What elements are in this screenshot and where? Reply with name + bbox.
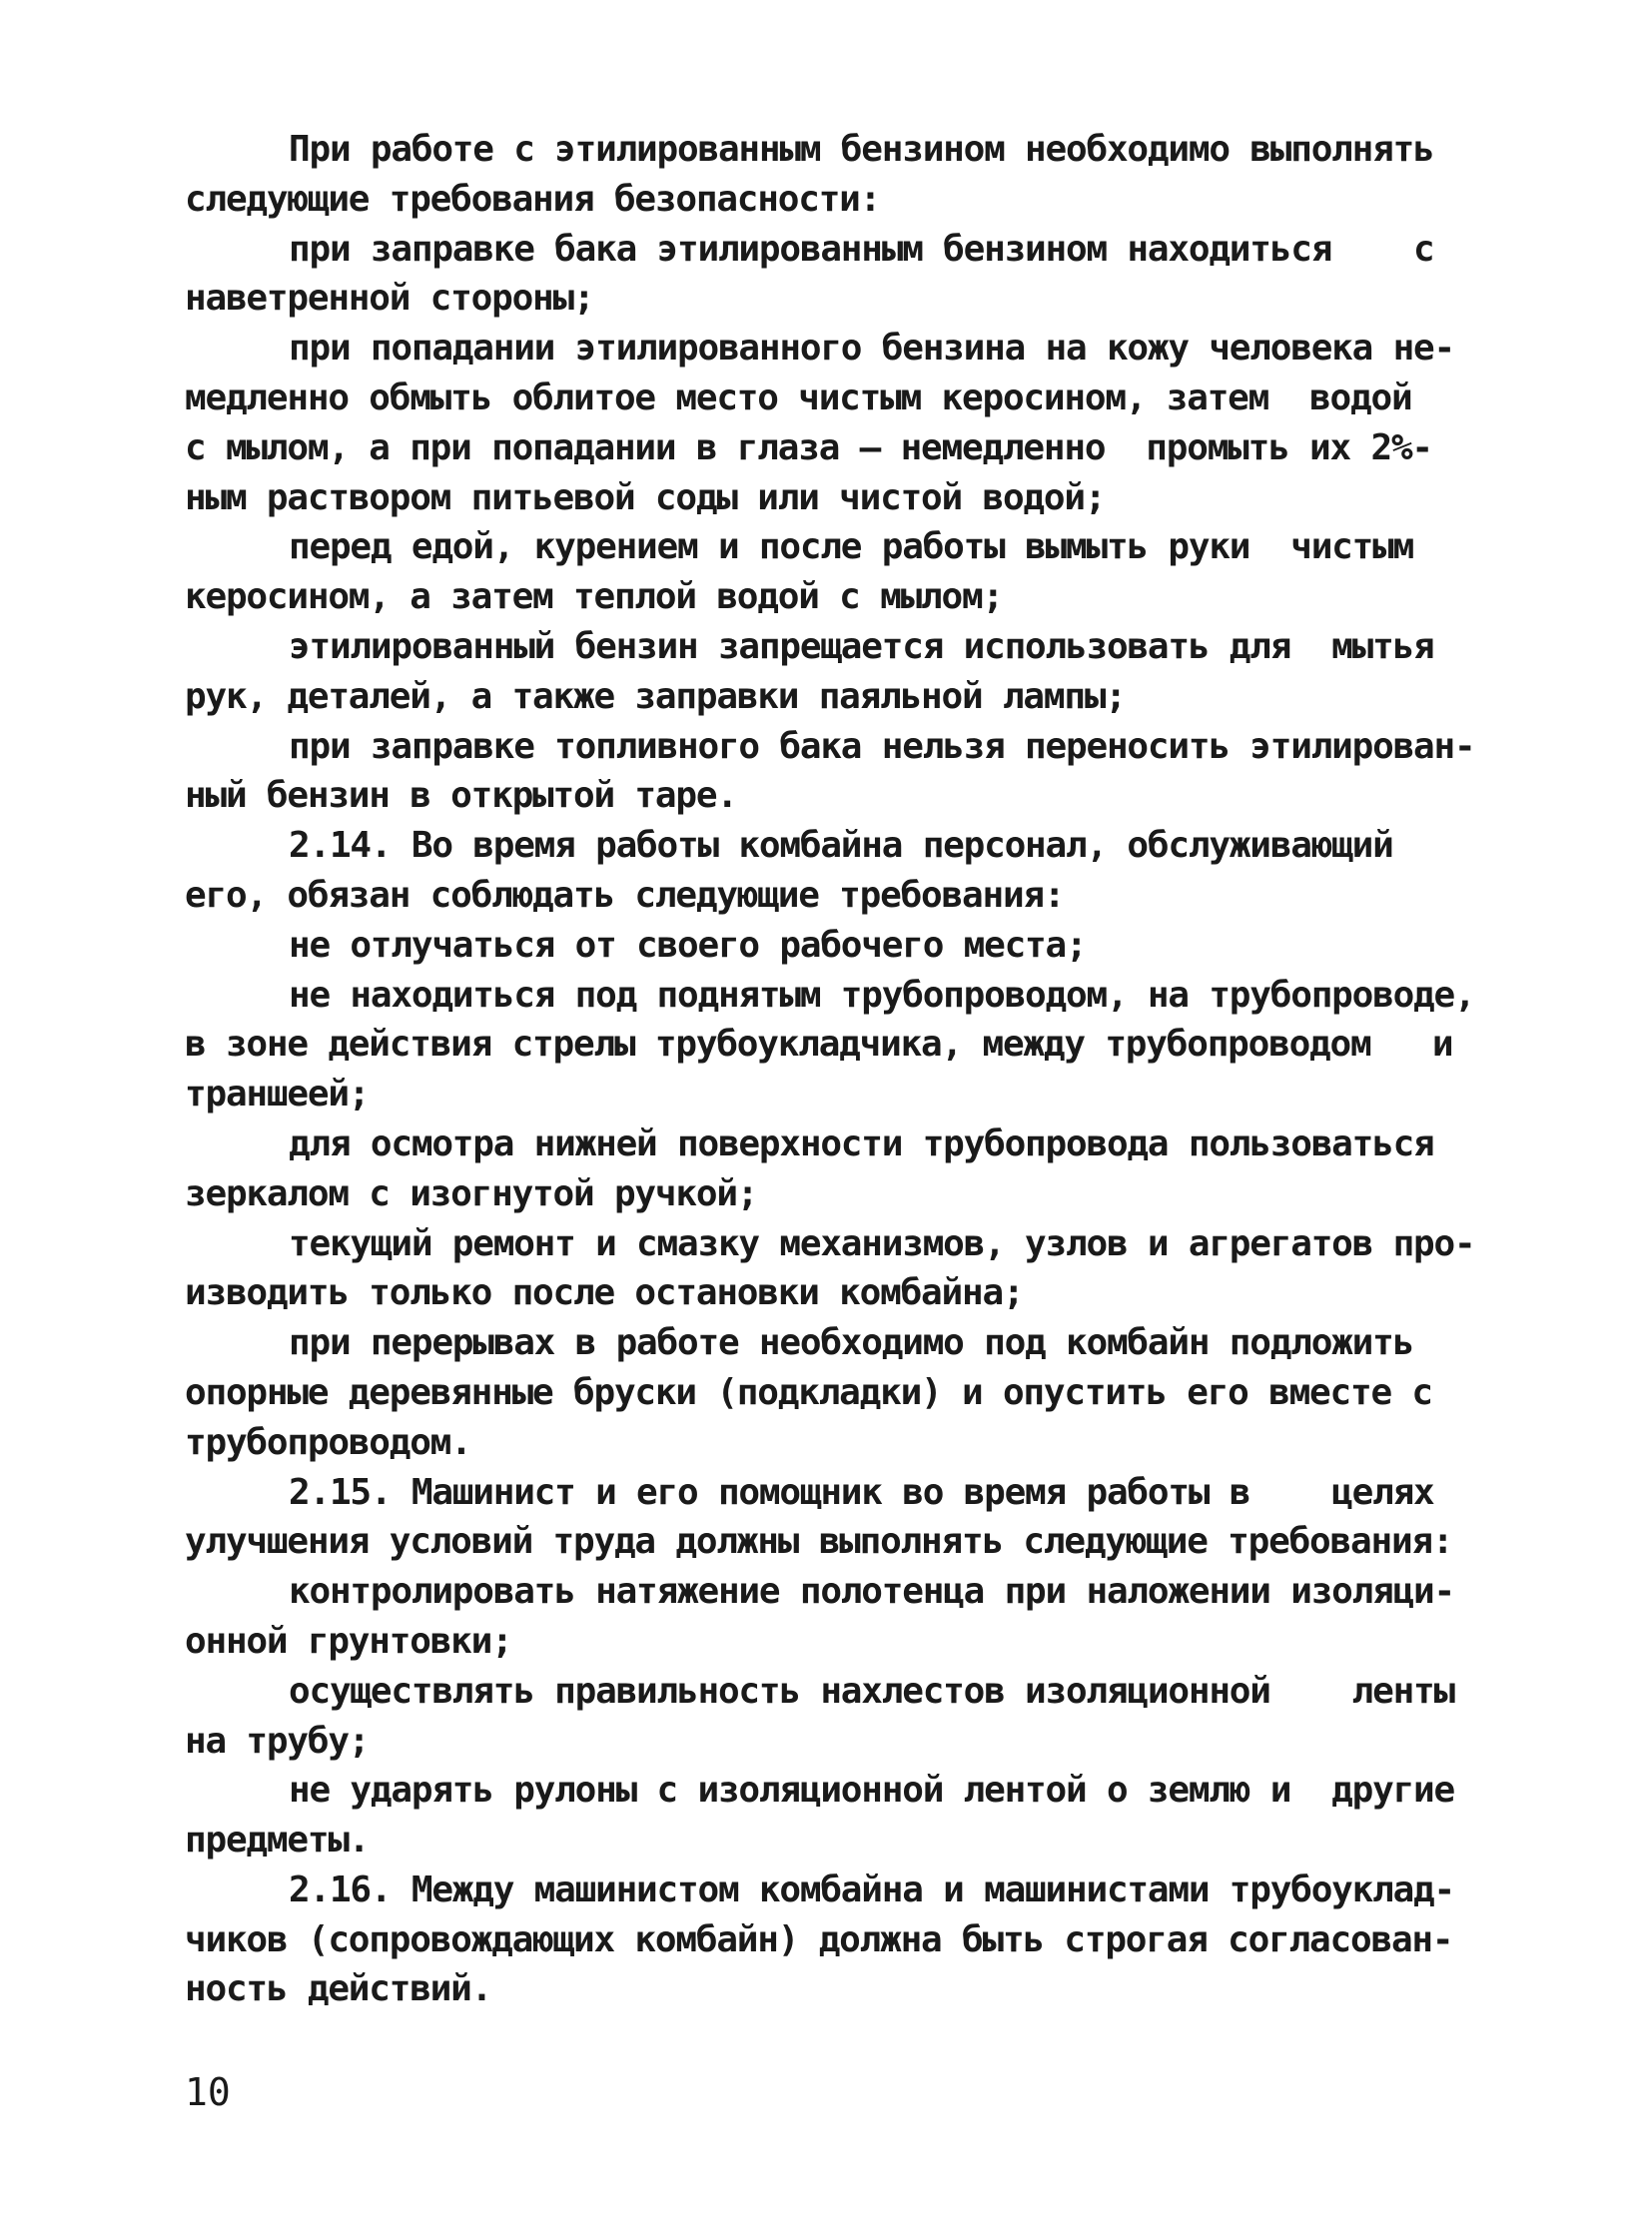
text-line: текущий ремонт и смазку механизмов, узлов и агрегатов про- — [289, 1222, 1475, 1264]
text-line: на трубу; — [185, 1720, 370, 1762]
text-line: опорные деревянные бруски (подкладки) и опустить его вместе с — [185, 1371, 1432, 1413]
page-number: 10 — [185, 2070, 231, 2114]
text-line: ность действий. — [185, 1968, 492, 2010]
text-line: контролировать натяжение полотенца при наложении изоляци- — [289, 1571, 1455, 1613]
text-line: с мылом, а при попадании в глаза – немедленно промыть их 2%- — [185, 426, 1432, 468]
text-line: при заправке топливного бака нельзя переносить этилирован- — [289, 725, 1475, 767]
text-line: керосином, а затем теплой водой с мылом; — [185, 576, 1003, 618]
text-line: не находиться под поднятым трубопроводом, на трубопроводе, — [289, 974, 1475, 1016]
text-line: зеркалом с изогнутой ручкой; — [185, 1172, 758, 1214]
body-text — [185, 125, 1473, 2014]
text-line: при перерывах в работе необходимо под комбайн подложить — [289, 1322, 1414, 1364]
text-line: медленно обмыть облитое место чистым керосином, затем водой — [185, 376, 1412, 418]
text-line: изводить только после остановки комбайна; — [185, 1272, 1024, 1314]
text-line: 2.15. Машинист и его помощник во время работы в целях — [289, 1471, 1434, 1513]
text-line: при попадании этилированного бензина на кожу человека не- — [289, 328, 1455, 370]
text-line: осуществлять правильность нахлестов изоляционной ленты — [289, 1670, 1455, 1712]
text-line: ным раствором питьевой соды или чистой водой; — [185, 476, 1106, 518]
text-line: траншеей; — [185, 1074, 370, 1116]
text-line: чиков (сопровождающих комбайн) должна быть строгая согласован- — [185, 1918, 1453, 1960]
text-line: онной грунтовки; — [185, 1620, 512, 1662]
text-line: 2.16. Между машинистом комбайна и машинистами трубоуклад- — [289, 1868, 1455, 1910]
text-line: трубопроводом. — [185, 1421, 471, 1463]
text-line: этилированный бензин запрещается использовать для мытья — [289, 625, 1434, 667]
text-line: При работе с этилированным бензином необходимо выполнять — [289, 129, 1434, 170]
text-line: при заправке бака этилированным бензином находиться с — [289, 228, 1434, 270]
text-line: рук, деталей, а также заправки паяльной лампы; — [185, 675, 1126, 717]
text-line: не ударять рулоны с изоляционной лентой о землю и другие — [289, 1770, 1455, 1812]
text-line: 2.14. Во время работы комбайна персонал, обслуживающий — [289, 825, 1393, 867]
text-line: улучшения условий труда должны выполнять следующие требования: — [185, 1521, 1453, 1563]
text-line: для осмотра нижней поверхности трубопровода пользоваться — [289, 1122, 1434, 1164]
text-line: наветренной стороны; — [185, 278, 594, 320]
text-line: ный бензин в открытой таре. — [185, 775, 737, 817]
text-line: предметы. — [185, 1820, 370, 1862]
text-line: не отлучаться от своего рабочего места; — [289, 924, 1087, 966]
text-line: перед едой, курением и после работы вымыть руки чистым — [289, 526, 1414, 568]
text-line: в зоне действия стрелы трубоукладчика, между трубопроводом и — [185, 1024, 1453, 1066]
text-line: следующие требования безопасности: — [185, 178, 881, 220]
text-line: его, обязан соблюдать следующие требования: — [185, 874, 1065, 916]
